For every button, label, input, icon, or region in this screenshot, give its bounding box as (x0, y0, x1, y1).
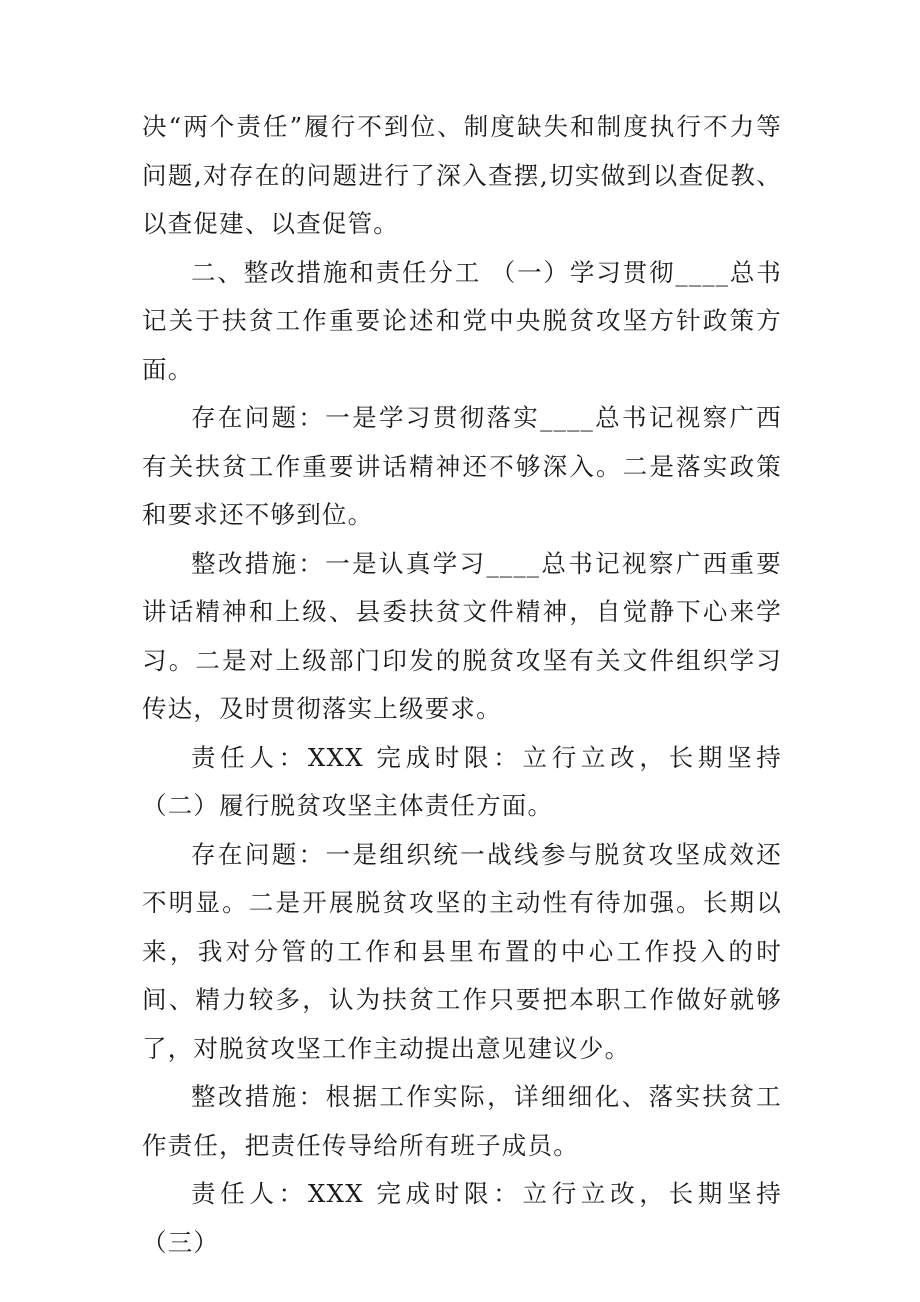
paragraph-responsible-2: 责任人：XXX 完成时限：立行立改，长期坚持 （三） (142, 1179, 782, 1257)
paragraph-issues-1: 存在问题：一是学习贯彻落实____总书记视察广西有关扶贫工作重要讲话精神还不够深入。二是落实政策和要求还不够到位。 (142, 403, 782, 529)
paragraph-measures-2: 整改措施：根据工作实际，详细细化、落实扶贫工作责任，把责任传导给所有班子成员。 (142, 1082, 782, 1160)
paragraph-issues-2: 存在问题：一是组织统一战线参与脱贫攻坚成效还不明显。二是开展脱贫攻坚的主动性有待加强。长期以来，我对分管的工作和县里布置的中心工作投入的时间、精力较多，认为扶贫工作只要把本职工作做好就够了，对脱贫攻坚工作主动提出意见建议少。 (142, 839, 782, 1063)
paragraph-responsible-1: 责任人：XXX 完成时限：立行立改，长期坚持 （二）履行脱贫攻坚主体责任方面。 (142, 742, 782, 820)
document-body (142, 103, 782, 1267)
paragraph-measures-1: 整改措施：一是认真学习____总书记视察广西重要讲话精神和上级、县委扶贫文件精神，自觉静下心来学习。二是对上级部门印发的脱贫攻坚有关文件组织学习传达，及时贯彻落实上级要求。 (142, 548, 782, 723)
paragraph-section-two-heading: 二、整改措施和责任分工 （一）学习贯彻____总书记关于扶贫工作重要论述和党中央脱贫攻坚方针政策方面。 (142, 257, 782, 384)
paragraph-intro-continuation: 决“两个责任”履行不到位、制度缺失和制度执行不力等问题,对存在的问题进行了深入查摆,切实做到以查促教、以查促建、以查促管。 (142, 112, 782, 238)
